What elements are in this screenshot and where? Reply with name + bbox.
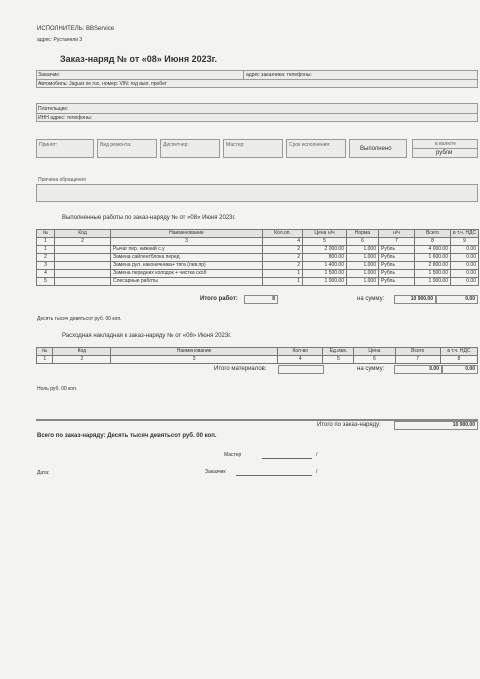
table-row [37,262,479,270]
accepted-label: Принят: [39,142,58,148]
grand-total-label: Итого по заказ-наряду: [317,422,381,428]
works-col-total: Всего [415,230,451,238]
payer-label: Плательщик: [38,106,69,112]
row-price: 2 000.00 [303,246,347,254]
repair-type-box [97,139,157,158]
date-label: Дата: [37,470,50,476]
col-number: 7 [379,238,415,246]
materials-sum-total: 0.00 [394,365,442,374]
reason-label: Причина обращения [38,177,86,183]
table-row [37,278,479,286]
materials-col-qty: Кол-во [278,348,323,356]
divider [243,70,244,79]
works-total-qty: 8 [244,295,278,304]
reason-box [36,184,478,202]
col-number: 1 [37,356,53,364]
car-info: Автомобиль: Jaguar хе гос. номер: VIN: год вып. пробег [38,81,167,87]
col-number: 6 [354,356,395,364]
master-signature-label: Мастер [224,452,242,458]
materials-total-qty [278,365,324,374]
master-box [223,139,283,158]
table-row [37,246,479,254]
row-vat: 0.00 [451,246,479,254]
done-label: Выполнено [360,146,392,152]
row-vat: 0.00 [451,254,479,262]
col-number: 7 [395,356,440,364]
row-qty: 2 [263,246,303,254]
repair-type-label: Вид ремонта: [100,142,132,148]
master-label: Мастер: [226,142,245,148]
customer-label: Заказчик: [38,72,60,78]
table-row [37,270,479,278]
materials-sum-label: на сумму: [357,366,385,372]
works-col-price: Цена н/ч [303,230,347,238]
row-number: 4 [37,270,55,278]
done-box [349,139,407,158]
materials-col-code: Код [53,348,111,356]
row-norm: 1.000 [347,278,379,286]
col-number: 2 [53,356,111,364]
row-norm: 1.000 [347,270,379,278]
divider [36,113,478,114]
row-total: 4 000.00 [415,246,451,254]
works-caption: Выполненные работы по заказ-наряду № от «08» Июня 2023г. [62,215,236,221]
col-number: 1 [37,238,55,246]
works-col-qty: Кол.оп. [263,230,303,238]
works-sum-label: на сумму: [357,296,385,302]
row-qty: 2 [263,262,303,270]
dispatcher-label: Диспетчер: [163,142,189,148]
works-col-unit: н/ч [379,230,415,238]
works-header-row [37,230,479,238]
row-unit: Рубль [379,270,415,278]
row-name: Замена передних колодок + чистка скоб [111,270,263,278]
materials-number-row [37,356,478,364]
table-row [37,254,479,262]
customer-signature-label: Заказчик [205,469,226,475]
works-sum-vat: 0.00 [436,295,478,304]
row-norm: 1.000 [347,262,379,270]
currency-top-label: в валюте [435,141,456,147]
row-unit: Рубль [379,278,415,286]
row-norm: 1.000 [347,254,379,262]
row-name: Замена сайлентблока перед [111,254,263,262]
row-qty: 1 [263,278,303,286]
divider [36,79,478,80]
accepted-box [36,139,94,158]
signature-slash: / [316,452,318,458]
works-col-norm: Норма [347,230,379,238]
row-code [55,254,111,262]
materials-col-vat: в т.ч. НДС [440,348,477,356]
row-unit: Рубль [379,246,415,254]
row-norm: 1.000 [347,246,379,254]
col-number: 8 [440,356,477,364]
col-number: 9 [451,238,479,246]
materials-caption: Расходная накладная к заказ-наряду № от «08» Июня 2023г. [62,333,232,339]
page-title: Заказ-наряд № от «08» Июня 2023г. [60,54,217,64]
works-col-code: Код [55,230,111,238]
materials-col-price: Цена [354,348,395,356]
materials-col-n: № [37,348,53,356]
materials-total-label: Итого материалов: [214,366,267,372]
materials-col-name: Наименование [111,348,278,356]
row-code [55,278,111,286]
materials-in-words: Ноль руб. 00 коп. [37,386,78,392]
row-total: 1 000.00 [415,278,451,286]
works-number-row [37,238,479,246]
row-qty: 1 [263,270,303,278]
row-vat: 0.00 [451,270,479,278]
col-number: 3 [111,356,278,364]
row-number: 3 [37,262,55,270]
col-number: 4 [278,356,323,364]
master-signature-line [262,452,312,459]
currency-value: рубли [436,150,453,156]
customer-signature-line [236,469,312,476]
signature-slash: / [316,469,318,475]
col-number: 3 [111,238,263,246]
row-code [55,262,111,270]
col-number: 2 [55,238,111,246]
executor-address: адрес: Рустаеели 3 [37,37,83,43]
row-price: 1 000.00 [303,278,347,286]
row-vat: 0.00 [451,278,479,286]
row-total: 2 800.00 [415,262,451,270]
row-number: 2 [37,254,55,262]
works-total-label: Итого работ: [200,296,238,302]
inn-label: ИНН адрес: телефоны: [38,115,92,121]
due-label: Срок исполнения: [289,142,331,148]
row-code [55,270,111,278]
materials-col-unit: Ед.изм. [323,348,354,356]
materials-col-total: Всего [395,348,440,356]
executor-name: ИСПОЛНИТЕЛЬ: BBService [37,26,115,32]
row-number: 1 [37,246,55,254]
due-box [286,139,346,158]
grand-total-value: 10 900.00 [394,421,478,430]
materials-header-row [37,348,478,356]
materials-sum-vat: 0.00 [442,365,478,374]
row-number: 5 [37,278,55,286]
works-col-name: Наименование [111,230,263,238]
works-in-words: Десять тысяч девятьсот руб. 00 коп. [37,316,122,322]
row-name: Замена рул. наконечника+ тяга (лев.пр) [111,262,263,270]
works-col-n: № [37,230,55,238]
row-unit: Рубль [379,254,415,262]
works-col-vat: в т.ч. НДС [451,230,479,238]
col-number: 4 [263,238,303,246]
row-price: 1 400.00 [303,262,347,270]
dispatcher-box [160,139,220,158]
row-name: Слесарные работы [111,278,263,286]
grand-total-words: Всего по заказ-наряду: Десять тысяч девятьсот руб. 00 коп. [37,433,217,439]
row-vat: 0.00 [451,262,479,270]
row-price: 800.00 [303,254,347,262]
works-sum-total: 10 900.00 [394,295,436,304]
row-name: Рычаг пер. нижний с.у [111,246,263,254]
col-number: 6 [347,238,379,246]
materials-table [36,347,478,364]
works-table [36,229,479,286]
col-number: 5 [303,238,347,246]
row-code [55,246,111,254]
row-price: 1 500.00 [303,270,347,278]
col-number: 8 [415,238,451,246]
customer-address-label: адрес заказчика: телефоны: [246,72,312,78]
row-unit: Рубль [379,262,415,270]
currency-box [412,139,478,158]
row-qty: 2 [263,254,303,262]
row-total: 1 500.00 [415,270,451,278]
col-number: 5 [323,356,354,364]
row-total: 1 600.00 [415,254,451,262]
